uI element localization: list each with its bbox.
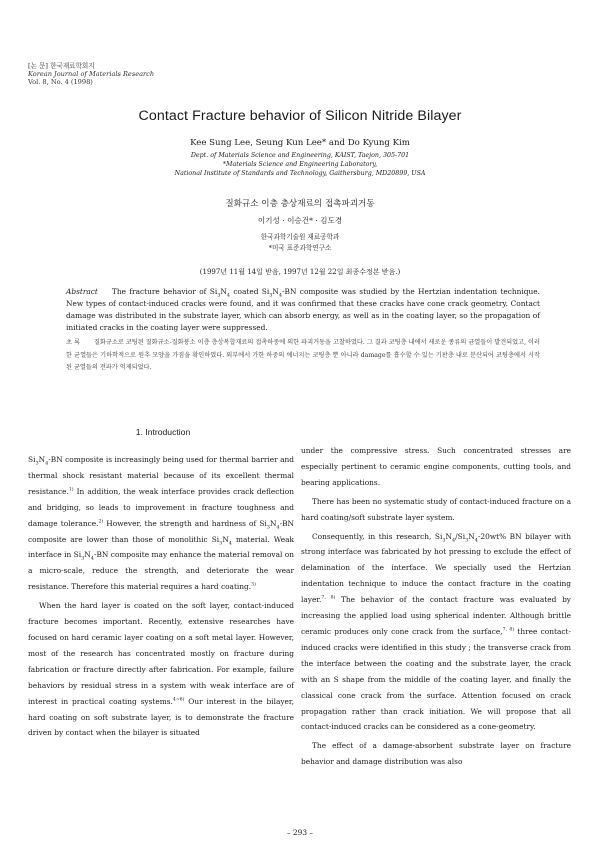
citation: 7, 8) bbox=[321, 595, 336, 601]
citation: 4~6) bbox=[172, 697, 185, 703]
subscript: 4 bbox=[90, 555, 94, 562]
korean-affiliations bbox=[0, 232, 600, 253]
text-run: -BN composite is increasingly being used for thermal barrier and thermal shock resistant material because of its excellent thermal resistance. bbox=[28, 455, 294, 496]
abstract-label: Abstract bbox=[66, 287, 98, 296]
text-run: -20wt% BN bilayer with strong interface was fabricated by hot pressing to exclude the effect of delamination of the interface. We specially used the Hertzian indentation technique to induce the contact fracture in the coating layer. bbox=[301, 531, 571, 605]
paper-title: Contact Fracture behavior of Silicon Nitride Bilayer bbox=[138, 108, 462, 124]
korean-abstract bbox=[66, 337, 540, 375]
text-run: /Si bbox=[455, 531, 466, 541]
affiliation-nist: National Institute of Standards and Technology, Gaithersburg, MD20899, USA bbox=[174, 169, 426, 177]
text-run: N bbox=[220, 287, 227, 296]
subscript: 3 bbox=[35, 460, 39, 467]
intro-paragraph-2 bbox=[28, 598, 294, 741]
paper-authors: Kee Sung Lee, Seung Kun Lee* and Do Kyung Kim bbox=[190, 138, 410, 148]
text-run: N bbox=[222, 534, 229, 544]
text-run: N bbox=[84, 550, 91, 560]
journal-header bbox=[28, 62, 154, 86]
text-run: Si bbox=[28, 455, 36, 464]
subscript: 3 bbox=[81, 555, 85, 562]
page-number: – 293 – bbox=[286, 828, 314, 837]
journal-name: Korean Journal of Materials Research bbox=[28, 70, 155, 78]
citation: 7, 8) bbox=[502, 627, 515, 633]
text-run: coated Si bbox=[230, 287, 270, 296]
intro-paragraph-6: The effect of a damage-absorbent substrate layer on fracture behavior and damage distribution was also bbox=[301, 741, 571, 767]
section-heading-introduction: 1. Introduction bbox=[135, 427, 191, 437]
intro-paragraph-5 bbox=[301, 529, 571, 736]
abstract bbox=[66, 286, 540, 334]
citation: 2) bbox=[98, 519, 104, 525]
text-run: N bbox=[272, 287, 279, 296]
subscript: 4 bbox=[226, 292, 231, 299]
affiliation-kaist: Dept. of Materials Science and Engineering, KAIST, Taejon, 305-701 bbox=[190, 152, 410, 159]
text-run: In addition, the weak interface provides crack deflection and bridging, so leads to improvement in fracture toughness and damage tolerance. bbox=[28, 486, 294, 528]
affiliation-nist-lab: *Materials Science and Engineering Laboratory, bbox=[222, 160, 378, 168]
text-run: The fracture behavior of Si bbox=[111, 287, 218, 296]
korean-title: 질화규소 이층 층상재료의 접촉파괴거동 bbox=[225, 199, 375, 209]
citation: 3) bbox=[251, 582, 256, 588]
received-dates: (1997년 11월 14일 받음, 1997년 12월 22일 최종수정본 받음.) bbox=[199, 268, 401, 276]
text-run: -BN composite are lower than those of monolithic Si bbox=[28, 518, 294, 544]
text-run: -BN composite was studied by the Hertzian indentation technique. New types of contact-induced cracks were found, and it was confirmed that these cracks have cone crack geometry. Contact damage was distributed in the substrate layer, which can absorb energy, as well as in the coating layer, so the propagation of initiated cracks in the coating layer were suppressed. bbox=[66, 287, 540, 332]
text-run: three contact-induced cracks were identified in this study ; the transverse crack from the interface between the coating and the substrate layer, the crack with an S shape from the middle of the coating layer, and finally the classical cone crack from the surface. Attention focused on crack propagation rather than crack initiation. We will propose that all contact-induced cracks can be considered as a cone-geometry. bbox=[301, 626, 571, 732]
subscript: 4 bbox=[45, 460, 49, 467]
subscript: 3 bbox=[266, 524, 270, 531]
intro-paragraph-4: There has been no systematic study of contact-induced fracture on a hard coating/soft substrate layer system. bbox=[301, 496, 571, 522]
korean-abstract-label: 초 록 bbox=[66, 339, 80, 346]
subscript: 4 bbox=[451, 537, 456, 543]
text-run: N bbox=[38, 455, 46, 464]
text-run: N bbox=[445, 531, 452, 541]
text-run: N bbox=[468, 531, 475, 541]
korean-abstract-text: 질화규소로 코팅된 질화규소-질화붕소 이층 층상복합재료의 접촉하중에 의한 파괴거동을 고찰하였다. 그 결과 코팅층 내에서 새로운 종류의 균열들이 발견되었고, 이러한 균열들은 기하학적으로 원추 모양을 가짐을 확인하였다. 외부에서 가한 하중의 에너지는 코팅층 뿐 아니라 damage를 흡수할 수 있는 기판층 내로 분산되어 코팅층에서 시작된 균열들의 전파가 억제되었다. bbox=[66, 339, 541, 372]
text-run: Our interest in the bilayer, hard coating on soft substrate layer, is to demonstrate the fracture driven by contact when the bilayer is situated bbox=[28, 696, 294, 738]
korean-authors: 이기성 · 이승건* · 김도경 bbox=[257, 216, 343, 225]
text-run: -BN composite may enhance the material removal on a micro-scale, reduce the strength, and deteriorate the wear resistance. Therefore this material requires a hard coating. bbox=[28, 550, 294, 592]
text-run: material. Weak interface in Si bbox=[28, 534, 294, 560]
journal-category: [논 문] 한국재료학회지 bbox=[28, 62, 95, 70]
text-run: Consequently, in this research, Si bbox=[312, 531, 443, 541]
journal-volume: Vol. 8, No. 4 (1998) bbox=[28, 78, 93, 86]
intro-paragraph-1 bbox=[28, 452, 294, 595]
text-run: N bbox=[269, 518, 277, 528]
right-column bbox=[301, 443, 571, 770]
text-run: When the hard layer is coated on the soft layer, contact-induced fracture becomes important. Recently, extensive researches have focused on hard ceramic layer coating on a soft metal layer. However, most of the research has concentrated mostly on fracture during fabrication or fracture directly after fabrication. For example, failure behaviors by residual stress in a system with weak interface are of interest in practical coating systems. bbox=[28, 601, 294, 706]
subscript: 4 bbox=[228, 540, 232, 546]
subscript: 3 bbox=[442, 537, 446, 543]
text-run: However, the strength and hardness of Si bbox=[103, 518, 267, 528]
korean-affiliation-kaist: 한국과학기술원 재료공학과 bbox=[260, 233, 340, 241]
intro-paragraph-3: under the compressive stress. Such concentrated stresses are especially pertinent to ceramic engine components, cutting tools, and bearing applications. bbox=[301, 446, 571, 487]
subscript: 3 bbox=[465, 537, 469, 543]
citation: 1) bbox=[68, 487, 74, 493]
korean-affiliation-nist: *미국 표준과학연구소 bbox=[268, 243, 332, 252]
subscript: 3 bbox=[219, 540, 223, 546]
subscript: 3 bbox=[217, 292, 221, 299]
subscript: 4 bbox=[278, 292, 283, 299]
subscript: 3 bbox=[269, 292, 273, 299]
subscript: 4 bbox=[276, 524, 280, 531]
subscript: 4 bbox=[474, 537, 478, 543]
affiliations bbox=[0, 152, 600, 178]
text-run: The behavior of the contact fracture was evaluated by increasing the applied load using spherical indenter. Although brittle ceramic produces only cone crack from the surface, bbox=[301, 595, 571, 636]
abstract-text bbox=[66, 287, 540, 332]
left-column bbox=[28, 452, 294, 741]
